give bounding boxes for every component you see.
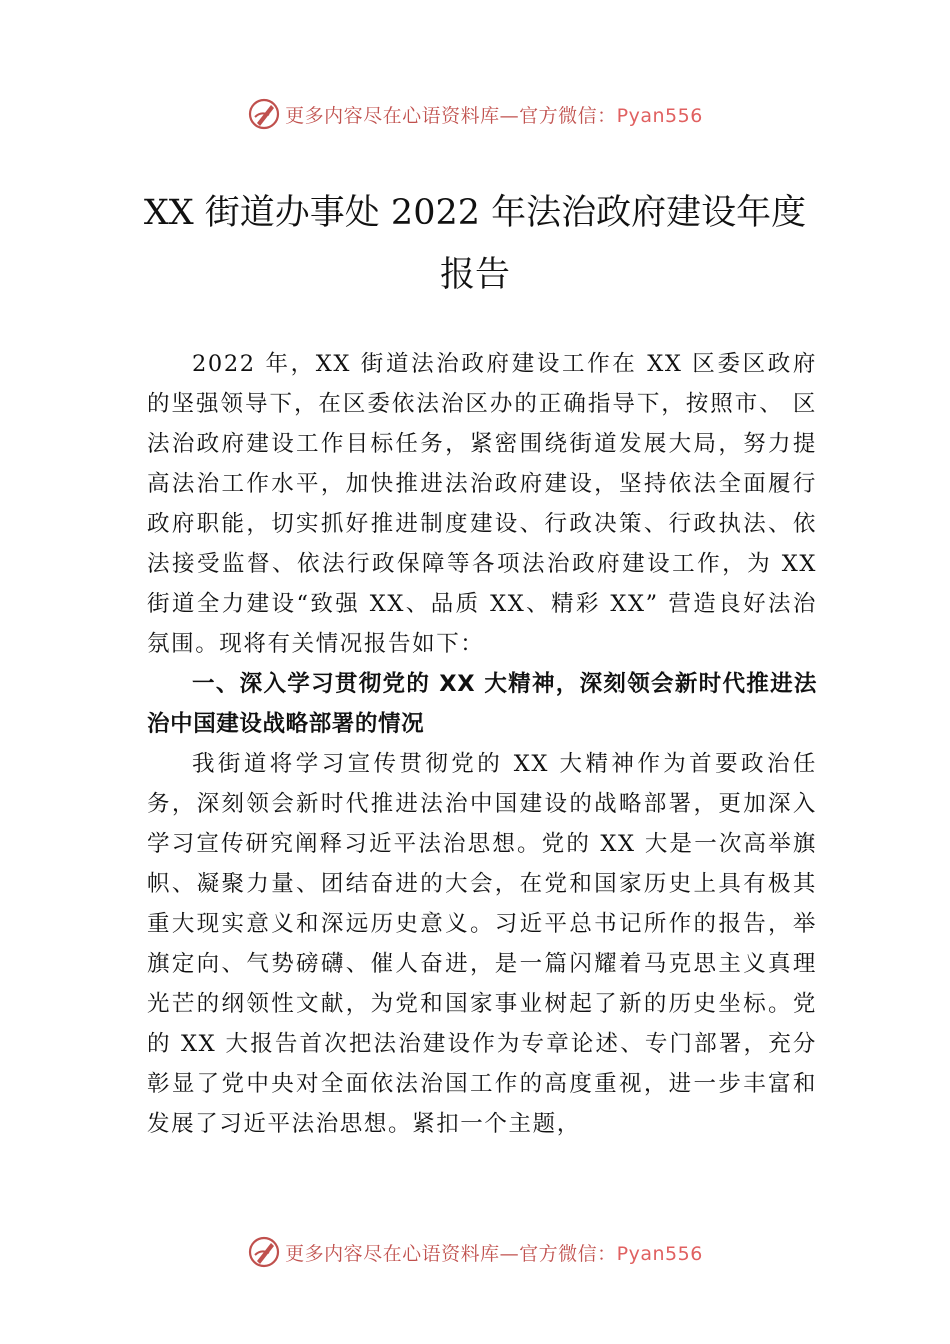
watermark-text: 更多内容尽在心语资料库—官方微信： [285,104,617,127]
section-heading-1: 一、深入学习贯彻党的 XX 大精神，深刻领会新时代推进法治中国建设战略部署的情况 [147,671,817,737]
title-line-2: 报告 [439,255,510,295]
paragraph-intro: 2022 年，XX 街道法治政府建设工作在 XX 区委区政府的坚强领导下，在区委依法治区办的正确指导下，按照市、 区法治政府建设工作目标任务，紧密围绕街道发展大局，努力提高法治工作水平，加快推进法治政府建设，坚持依法全面履行政府职能，切实抓好推进制度建设、行政决策、行政执法、依法接受监督、依法行政保障等各项法治政府建设工作，为 XX 街道全力建设“致强 XX、品质 XX、精彩 XX” 营造良好法治氛围。现将有关情况报告如下： [147,351,817,657]
watermark-wechat-id: Pyan556 [616,1242,703,1265]
pen-logo-icon [247,1235,281,1269]
title-line-1: XX 街道办事处 2022 年法治政府建设年度 [143,193,807,233]
paragraph-section-1: 我街道将学习宣传贯彻党的 XX 大精神作为首要政治任务，深刻领会新时代推进法治中国建设的战略部署，更加深入学习宣传研究阐释习近平法治思想。党的 XX 大是一次高举旗帜、凝聚力量、团结奋进的大会，在党和国家历史上具有极其重大现实意义和深远历史意义。习近平总书记所作的报告，举旗定向、气势磅礴、催人奋进，是一篇闪耀着马克思主义真理光芒的纲领性文献，为党和国家事业树起了新的历史坐标。党的 XX 大报告首次把法治建设作为专章论述、专门部署，充分彰显了党中央对全面依法治国工作的高度重视，进一步丰富和发展了习近平法治思想。紧扣一个主题， [147,751,817,1137]
document-title [100,182,850,306]
watermark-wechat-id: Pyan556 [616,104,703,127]
document-body [147,344,817,1144]
watermark-footer [0,1232,950,1272]
watermark-header [0,94,950,134]
watermark-text: 更多内容尽在心语资料库—官方微信： [285,1242,617,1265]
pen-logo-icon [247,97,281,131]
